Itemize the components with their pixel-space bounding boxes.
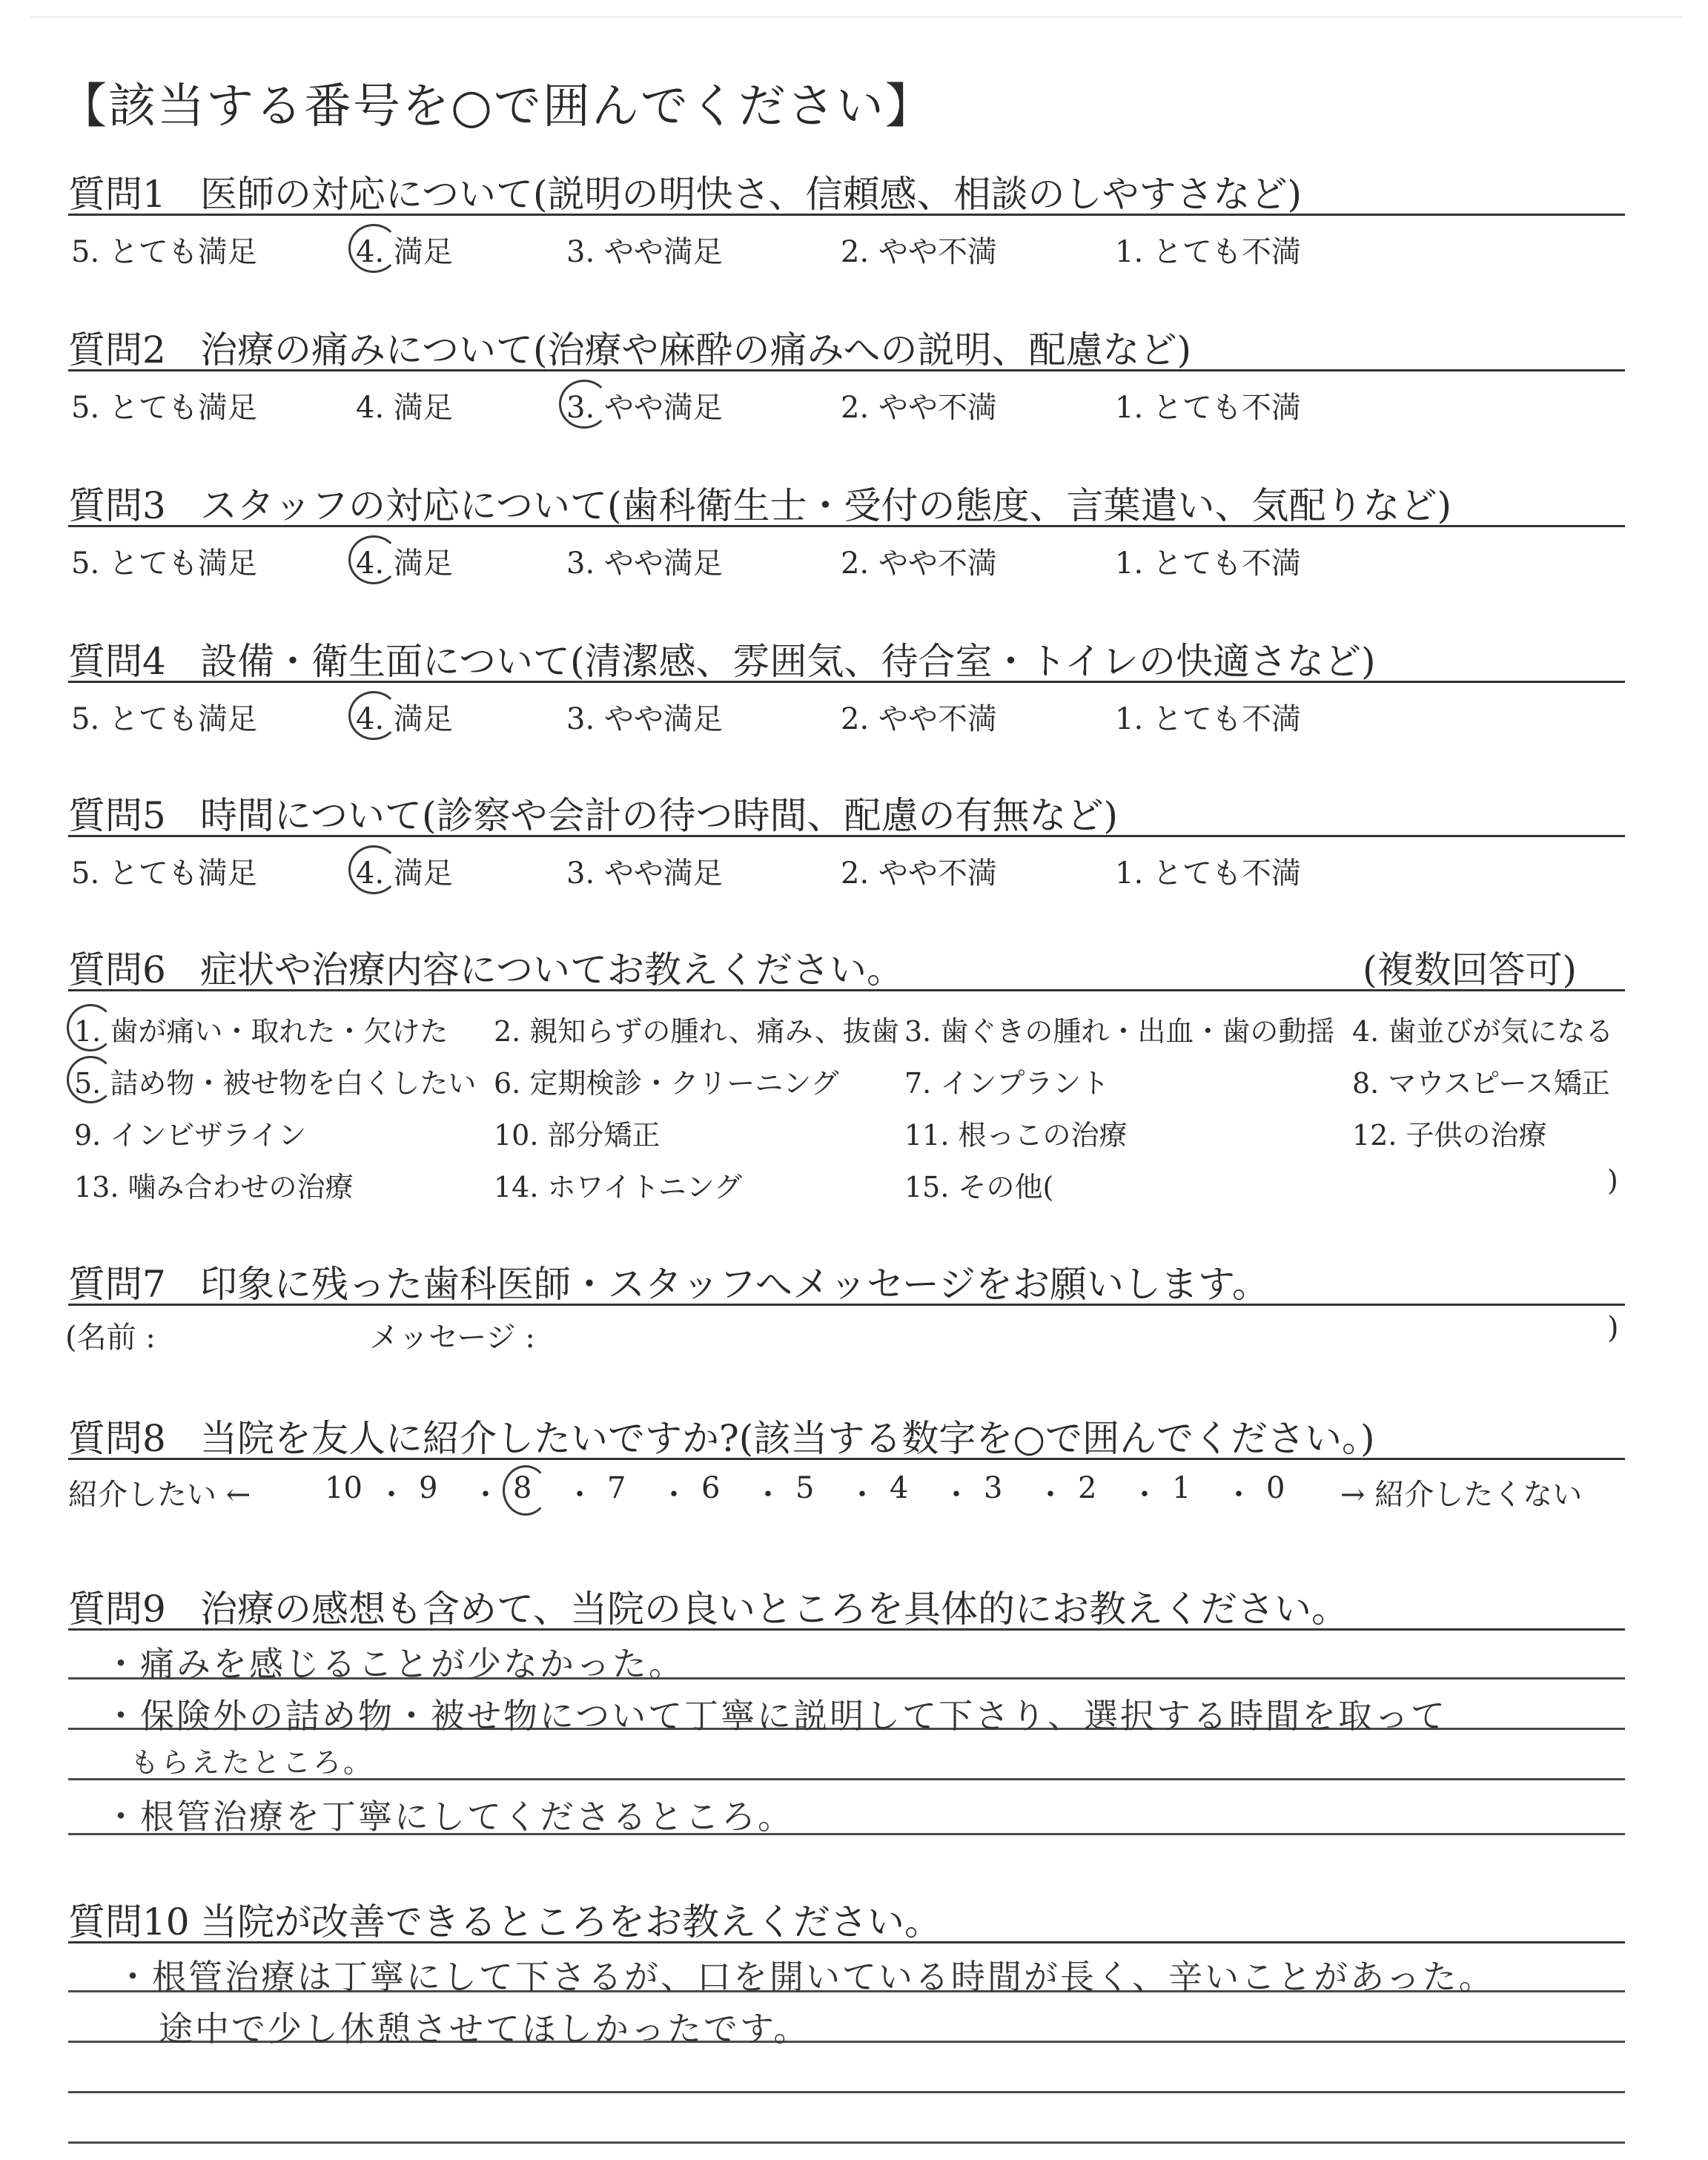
selection-circle bbox=[67, 1004, 114, 1051]
q7-number: 質問7 bbox=[68, 1263, 166, 1306]
selection-circle bbox=[348, 691, 399, 740]
q6-option[interactable]: 12. 子供の治療 bbox=[1352, 1119, 1547, 1152]
q8-scale-value[interactable]: 0 bbox=[1266, 1471, 1285, 1505]
q4-option[interactable]: 2. やや不満 bbox=[841, 702, 997, 736]
page-top-edge bbox=[30, 16, 1683, 18]
q4-option[interactable]: 3. やや満足 bbox=[566, 702, 723, 736]
q9-heading bbox=[68, 1579, 1348, 1633]
q6-option[interactable]: 2. 親知らずの腫れ、痛み、抜歯 bbox=[494, 1015, 899, 1048]
q7-rule bbox=[68, 1304, 1625, 1306]
q1-number: 質問1 bbox=[68, 173, 166, 216]
q6-option[interactable]: 8. マウスピース矯正 bbox=[1352, 1067, 1610, 1100]
q8-scale-separator: ・ bbox=[847, 1478, 877, 1512]
q5-option[interactable]: 1. とても不満 bbox=[1115, 856, 1301, 891]
q6-option[interactable]: ) bbox=[1607, 1164, 1618, 1197]
selection-circle bbox=[348, 535, 399, 584]
q1-option[interactable]: 4. 満足 bbox=[356, 235, 453, 269]
page-title: 【該当する番号を○で囲んでください】 bbox=[59, 79, 934, 134]
q10-answer-2: 途中で少し休憩させてほしかったです。 bbox=[159, 2009, 810, 2049]
q1-heading bbox=[68, 165, 1302, 218]
q8-scale-separator: ・ bbox=[1036, 1478, 1065, 1512]
q7-close-paren: ) bbox=[1607, 1311, 1619, 1345]
q6-option[interactable]: 11. 根っこの治療 bbox=[904, 1119, 1128, 1152]
q9-answer-2: ・保険外の詰め物・被せ物について丁寧に説明して下さり、選択する時間を取って bbox=[104, 1696, 1448, 1736]
q3-option[interactable]: 2. やや不満 bbox=[841, 546, 997, 581]
q6-option[interactable]: 3. 歯ぐきの腫れ・出血・歯の動揺 bbox=[904, 1015, 1335, 1048]
q3-rule bbox=[68, 525, 1625, 527]
q9-text: 治療の感想も含めて、当院の良いところを具体的にお教えください。 bbox=[200, 1588, 1348, 1631]
q8-scale-value[interactable]: 4 bbox=[890, 1471, 909, 1505]
q8-right-label: → 紹介したくない bbox=[1340, 1478, 1583, 1512]
q2-heading bbox=[68, 320, 1191, 374]
q1-option[interactable]: 5. とても満足 bbox=[71, 235, 257, 269]
q6-multiple-answer-note: (複数回答可) bbox=[1363, 948, 1578, 991]
q8-scale-value[interactable]: 3 bbox=[984, 1471, 1003, 1505]
q8-scale-value[interactable]: 5 bbox=[795, 1471, 815, 1505]
q8-scale-value[interactable]: 6 bbox=[701, 1471, 721, 1505]
q2-text: 治療の痛みについて(治療や麻酔の痛みへの説明、配慮など) bbox=[200, 328, 1192, 371]
q2-option[interactable]: 4. 満足 bbox=[356, 391, 453, 425]
q7-message-label: メッセージ : bbox=[369, 1321, 535, 1355]
q8-scale-separator: ・ bbox=[1130, 1478, 1159, 1512]
q6-option[interactable]: 7. インプラント bbox=[904, 1067, 1110, 1100]
q10-rule bbox=[68, 1941, 1625, 1943]
q8-scale-value[interactable]: 8 bbox=[513, 1471, 532, 1505]
q2-option[interactable]: 1. とても不満 bbox=[1115, 391, 1301, 425]
q3-option[interactable]: 1. とても不満 bbox=[1115, 546, 1301, 581]
q8-rule bbox=[68, 1458, 1625, 1460]
q8-scale-value[interactable]: 9 bbox=[419, 1471, 438, 1505]
q8-heading bbox=[68, 1409, 1374, 1462]
q5-option[interactable]: 4. 満足 bbox=[356, 856, 453, 891]
q6-option[interactable]: 13. 噛み合わせの治療 bbox=[74, 1171, 354, 1203]
q2-option[interactable]: 5. とても満足 bbox=[71, 391, 257, 425]
q4-text: 設備・衛生面について(清潔感、雰囲気、待合室・トイレの快適さなど) bbox=[200, 640, 1376, 683]
selection-circle bbox=[348, 224, 399, 273]
q8-scale-separator: ・ bbox=[1224, 1478, 1254, 1512]
q9-answer-3: もらえたところ。 bbox=[130, 1746, 374, 1779]
q1-option[interactable]: 3. やや満足 bbox=[566, 235, 723, 269]
q6-number: 質問6 bbox=[68, 948, 166, 991]
q5-option[interactable]: 5. とても満足 bbox=[71, 856, 257, 891]
q6-option[interactable]: 5. 詰め物・被せ物を白くしたい bbox=[74, 1067, 477, 1100]
selection-circle bbox=[559, 380, 609, 429]
q8-number: 質問8 bbox=[68, 1417, 166, 1460]
q1-option[interactable]: 1. とても不満 bbox=[1115, 235, 1301, 269]
q8-scale-separator: ・ bbox=[753, 1478, 783, 1512]
q8-scale-value[interactable]: 10 bbox=[325, 1471, 363, 1505]
q8-left-label: 紹介したい ← bbox=[68, 1478, 251, 1512]
q10-heading bbox=[68, 1892, 941, 1946]
q9-number: 質問9 bbox=[68, 1588, 166, 1631]
q6-text: 症状や治療内容についてお教えください。 bbox=[200, 948, 904, 991]
q8-scale-value[interactable]: 2 bbox=[1078, 1471, 1097, 1505]
q10-answer-line bbox=[68, 2091, 1625, 2093]
q7-text: 印象に残った歯科医師・スタッフへメッセージをお願いします。 bbox=[200, 1263, 1269, 1306]
q9-answer-4: ・根管治療を丁寧にしてくださるところ。 bbox=[104, 1797, 794, 1837]
q2-rule bbox=[68, 369, 1625, 371]
q9-rule bbox=[68, 1628, 1625, 1631]
q3-text: スタッフの対応について(歯科衛生士・受付の態度、言葉遣い、気配りなど) bbox=[200, 484, 1452, 527]
q5-option[interactable]: 3. やや満足 bbox=[566, 856, 723, 891]
selection-circle bbox=[503, 1465, 549, 1516]
q6-option[interactable]: 9. インビザライン bbox=[74, 1119, 307, 1152]
q6-option[interactable]: 4. 歯並びが気になる bbox=[1352, 1015, 1614, 1048]
q6-option[interactable]: 1. 歯が痛い・取れた・欠けた bbox=[74, 1015, 448, 1048]
q10-number: 質問10 bbox=[68, 1900, 190, 1943]
q4-number: 質問4 bbox=[68, 640, 166, 683]
q6-option[interactable]: 15. その他( bbox=[904, 1171, 1054, 1203]
q8-scale-separator: ・ bbox=[565, 1478, 595, 1512]
q7-heading bbox=[68, 1255, 1269, 1308]
q1-text: 医師の対応について(説明の明快さ、信頼感、相談のしやすさなど) bbox=[200, 173, 1302, 216]
q2-number: 質問2 bbox=[68, 328, 166, 371]
selection-circle bbox=[348, 845, 399, 894]
q4-rule bbox=[68, 681, 1625, 683]
q5-number: 質問5 bbox=[68, 794, 166, 837]
q8-scale-value[interactable]: 1 bbox=[1172, 1471, 1191, 1505]
q4-option[interactable]: 5. とても満足 bbox=[71, 702, 257, 736]
q8-scale-separator: ・ bbox=[941, 1478, 971, 1512]
q6-rule bbox=[68, 989, 1625, 991]
q4-option[interactable]: 4. 満足 bbox=[356, 702, 453, 736]
q4-heading bbox=[68, 632, 1376, 685]
q3-option[interactable]: 4. 満足 bbox=[356, 546, 453, 581]
q5-rule bbox=[68, 835, 1625, 837]
q1-rule bbox=[68, 214, 1625, 216]
q2-option[interactable]: 2. やや不満 bbox=[841, 391, 997, 425]
q2-option[interactable]: 3. やや満足 bbox=[566, 391, 723, 425]
q7-name-label: (名前 : bbox=[65, 1321, 156, 1355]
q10-answer-1: ・根管治療は丁寧にして下さるが、口を開いている時間が長く、辛いことがあった。 bbox=[116, 1957, 1495, 1997]
q6-heading bbox=[68, 940, 904, 994]
q8-scale-value[interactable]: 7 bbox=[607, 1471, 626, 1505]
q10-answer-line bbox=[68, 2141, 1625, 2144]
q5-heading bbox=[68, 786, 1118, 839]
q3-number: 質問3 bbox=[68, 484, 166, 527]
q3-option[interactable]: 5. とても満足 bbox=[71, 546, 257, 581]
q5-text: 時間について(診察や会計の待つ時間、配慮の有無など) bbox=[200, 794, 1119, 837]
q4-option[interactable]: 1. とても不満 bbox=[1115, 702, 1301, 736]
q6-option[interactable]: 6. 定期検診・クリーニング bbox=[494, 1067, 839, 1100]
q3-option[interactable]: 3. やや満足 bbox=[566, 546, 723, 581]
q3-heading bbox=[68, 476, 1452, 529]
q1-option[interactable]: 2. やや不満 bbox=[841, 235, 997, 269]
q8-scale-separator: ・ bbox=[471, 1478, 500, 1512]
q6-option[interactable]: 10. 部分矯正 bbox=[494, 1119, 661, 1152]
q8-scale-separator: ・ bbox=[377, 1478, 406, 1512]
q10-text: 当院が改善できるところをお教えください。 bbox=[200, 1900, 941, 1943]
q8-text: 当院を友人に紹介したいですか?(該当する数字を○で囲んでください。) bbox=[200, 1417, 1375, 1460]
q6-option[interactable]: 14. ホワイトニング bbox=[494, 1171, 743, 1203]
q8-scale-separator: ・ bbox=[659, 1478, 689, 1512]
selection-circle bbox=[67, 1056, 114, 1103]
q9-answer-1: ・痛みを感じることが少なかった。 bbox=[104, 1644, 685, 1684]
q5-option[interactable]: 2. やや不満 bbox=[841, 856, 997, 891]
